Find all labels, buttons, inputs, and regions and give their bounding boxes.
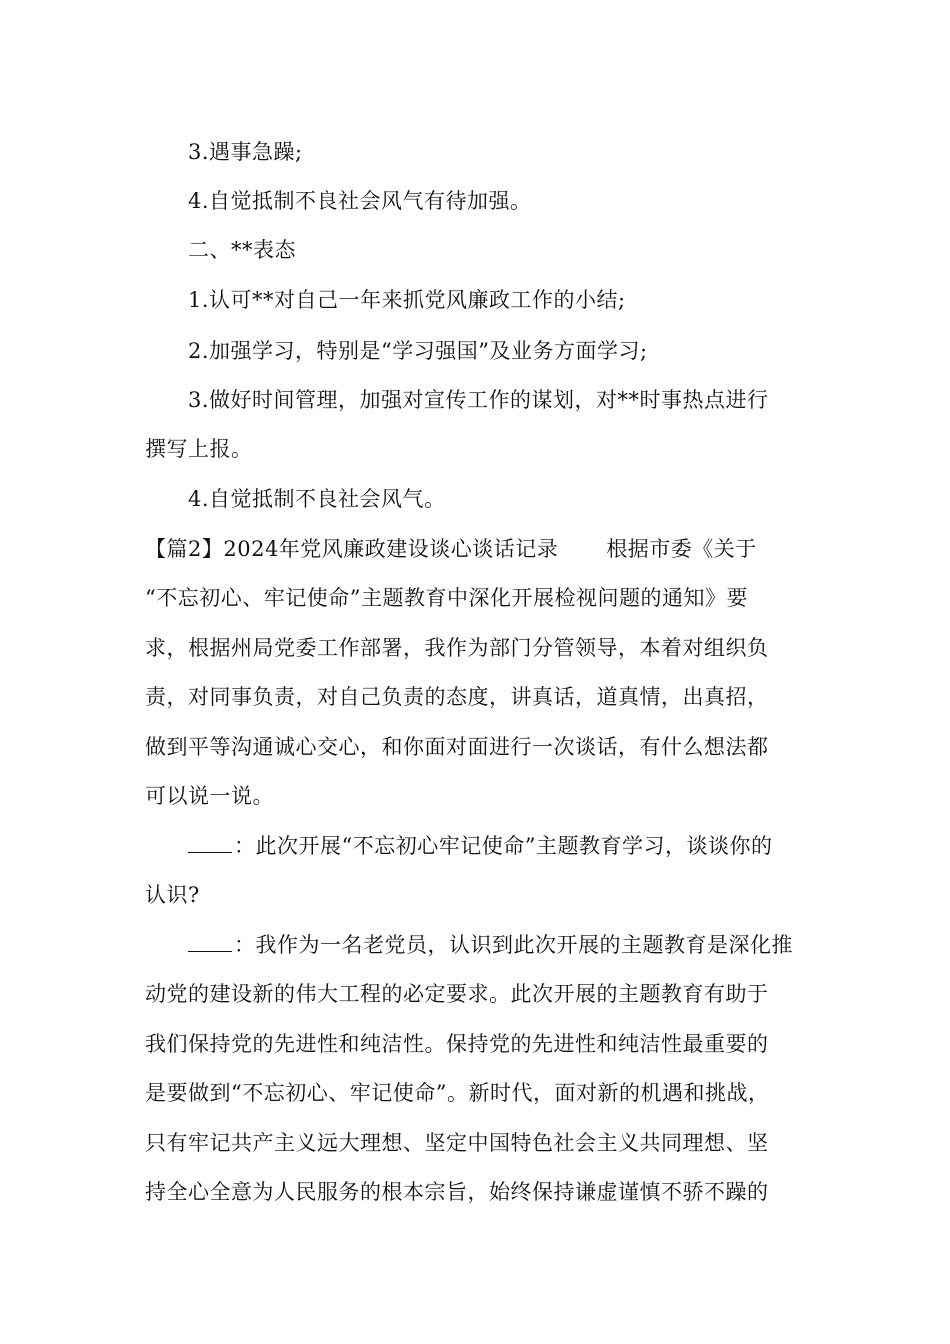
text-line: 只有牢记共产主义远大理想、坚定中国特色社会主义共同理想、坚 (145, 1131, 769, 1155)
text-line: 2.加强学习，特别是“学习强国”及业务方面学习; (188, 339, 648, 363)
text-line: 4.自觉抵制不良社会风气。 (188, 487, 446, 511)
question-line (188, 832, 772, 860)
text-line: “不忘初心、牢记使命”主题教育中深化开展检视问题的通知》要 (145, 586, 748, 610)
text-line: 我们保持党的先进性和纯洁性。保持党的先进性和纯洁性最重要的 (145, 1032, 769, 1056)
speaker-blank (188, 933, 232, 952)
text-line: 根据市委《关于 (606, 537, 757, 561)
text-line: 3.做好时间管理，加强对宣传工作的谋划，对**时事热点进行 (188, 388, 769, 412)
text-line: 求，根据州局党委工作部署，我作为部门分管领导，本着对组织负 (145, 636, 769, 660)
text-line: 可以说一说。 (145, 784, 274, 808)
article-title-line (145, 535, 757, 563)
text-line: 1.认可**对自己一年来抓党风廉政工作的小结; (188, 288, 626, 312)
text-line: 是要做到“不忘初心、牢记使命”。新时代，面对新的机遇和挑战， (145, 1081, 770, 1105)
text-line: ：此次开展“不忘初心牢记使命”主题教育学习，谈谈你的 (234, 834, 773, 858)
text-line: 4.自觉抵制不良社会风气有待加强。 (188, 189, 532, 213)
text-line: 3.遇事急躁; (188, 140, 303, 164)
text-line: 认识? (145, 883, 200, 907)
article-title: 【篇2】2024年党风廉政建设谈心谈话记录 (145, 537, 559, 561)
text-line: 撰写上报。 (145, 437, 253, 461)
answer-line (188, 931, 793, 959)
section-heading: 二、**表态 (188, 238, 296, 262)
text-line: 做到平等沟通诚心交心，和你面对面进行一次谈话，有什么想法都 (145, 735, 769, 759)
speaker-blank (188, 834, 232, 853)
text-line: 责，对同事负责，对自己负责的态度，讲真话，道真情，出真招， (145, 685, 769, 709)
text-line: 动党的建设新的伟大工程的必定要求。此次开展的主题教育有助于 (145, 982, 769, 1006)
text-line: ：我作为一名老党员，认识到此次开展的主题教育是深化推 (234, 933, 793, 957)
text-line: 持全心全意为人民服务的根本宗旨，始终保持谦虚谨慎不骄不躁的 (145, 1180, 769, 1204)
